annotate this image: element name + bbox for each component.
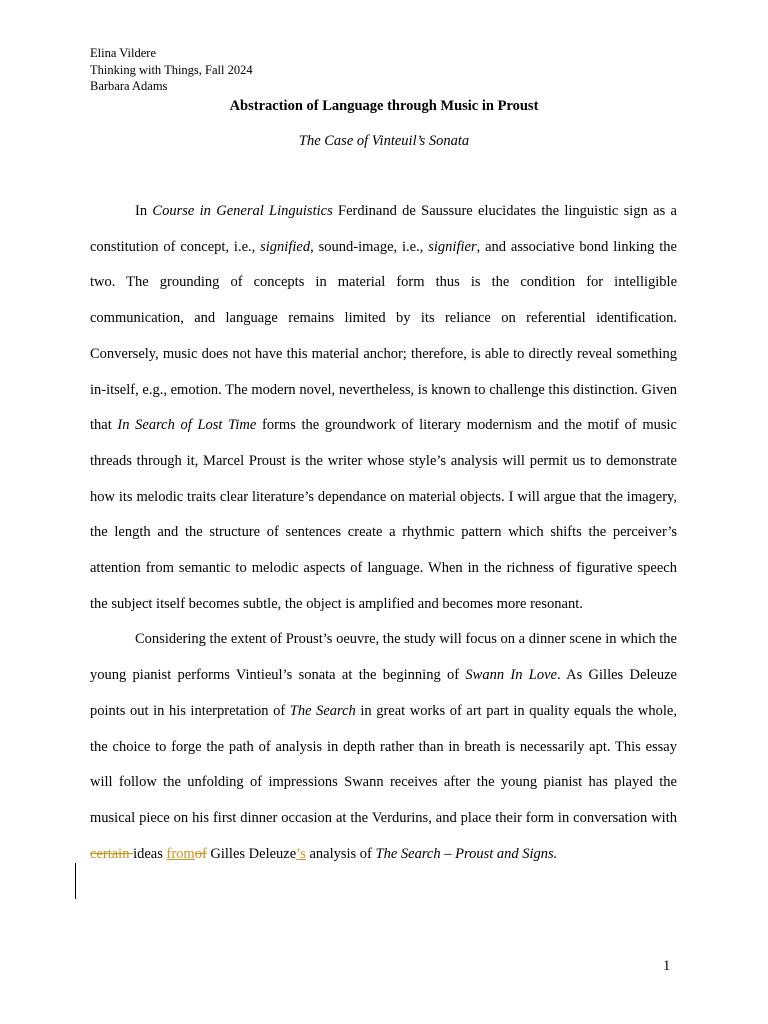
text-run: ideas (133, 845, 167, 862)
italic-term-signifier: signifier (428, 238, 477, 255)
text-run: in great works of art part in quality equals the whole, the choice to forge the path of analysis in depth rather than in breath is necessarily apt. This essay will follow the unfolding of impressions Swann receives after the young pianist has played the musical piece on his first dinner occasion at the Verdurins, and place their form in conversation with (90, 702, 677, 826)
text-run: , and associative bond linking the two. The grounding of concepts in material form thus is the condition for intelligible communication, and language remains limited by its reliance on referential identification. Conversely, music does not have this material anchor; therefore, is able to directly reveal something in-itself, e.g., emotion. The modern novel, nevertheless, is known to challenge this distinction. Given that (90, 238, 677, 434)
tracked-insertion[interactable]: from (166, 845, 195, 862)
instructor-name: Barbara Adams (90, 79, 168, 93)
text-run: Gilles Deleuze (206, 845, 297, 862)
text-run: Considering the extent of Proust’s oeuvre, the study will focus on a dinner scene in which the young pianist performs Vintieul’s sonata at the beginning of (90, 631, 677, 684)
text-run: analysis of (305, 845, 376, 862)
paragraph-2[interactable] (90, 622, 677, 872)
tracked-deletion[interactable]: certain (90, 845, 134, 862)
italic-title-in-search-of-lost-time: In Search of Lost Time (117, 417, 257, 434)
text-run-period: . (553, 845, 558, 862)
italic-title-the-search: The Search (289, 702, 356, 719)
document-body[interactable] (90, 194, 677, 872)
tracked-insertion[interactable]: ’s (296, 845, 306, 862)
course-name: Thinking with Things, Fall 2024 (90, 62, 253, 77)
text-run: In (135, 203, 153, 219)
italic-title-proust-and-signs: The Search – Proust and Signs (375, 845, 554, 862)
text-run: Ferdinand de Saussure elucidates the linguistic sign as a constitution of concept, i.e., (90, 203, 677, 255)
italic-term-signified: signified (260, 238, 311, 255)
document-subtitle: The Case of Vinteuil’s Sonata (298, 133, 470, 149)
text-run: . As Gilles Deleuze points out in his interpretation of (90, 667, 677, 719)
page-number: 1 (663, 958, 671, 974)
text-run: , sound-image, i.e., (310, 238, 429, 255)
document-header (90, 45, 253, 95)
document-title: Abstraction of Language through Music in Proust (229, 98, 539, 114)
tracked-deletion[interactable]: of (194, 845, 207, 862)
author-name: Elina Vildere (90, 46, 157, 60)
paragraph-1[interactable] (90, 194, 677, 622)
text-run: forms the groundwork of literary modernism and the motif of music threads through it, Marcel Proust is the writer whose style’s analysis will permit us to demonstrate how its melodic traits clear literature’s dependance on material objects. I will argue that the imagery, the length and the structure of sentences create a rhythmic pattern which shifts the perceiver’s attention from semantic to melodic aspects of language. When in the richness of figurative speech the subject itself becomes subtle, the object is amplified and becomes more resonant. (90, 417, 677, 612)
italic-title-swann-in-love: Swann In Love (465, 667, 557, 684)
change-bar-indicator (75, 863, 76, 899)
italic-title-course-in-general-linguistics: Course in General Linguistics (152, 203, 333, 219)
